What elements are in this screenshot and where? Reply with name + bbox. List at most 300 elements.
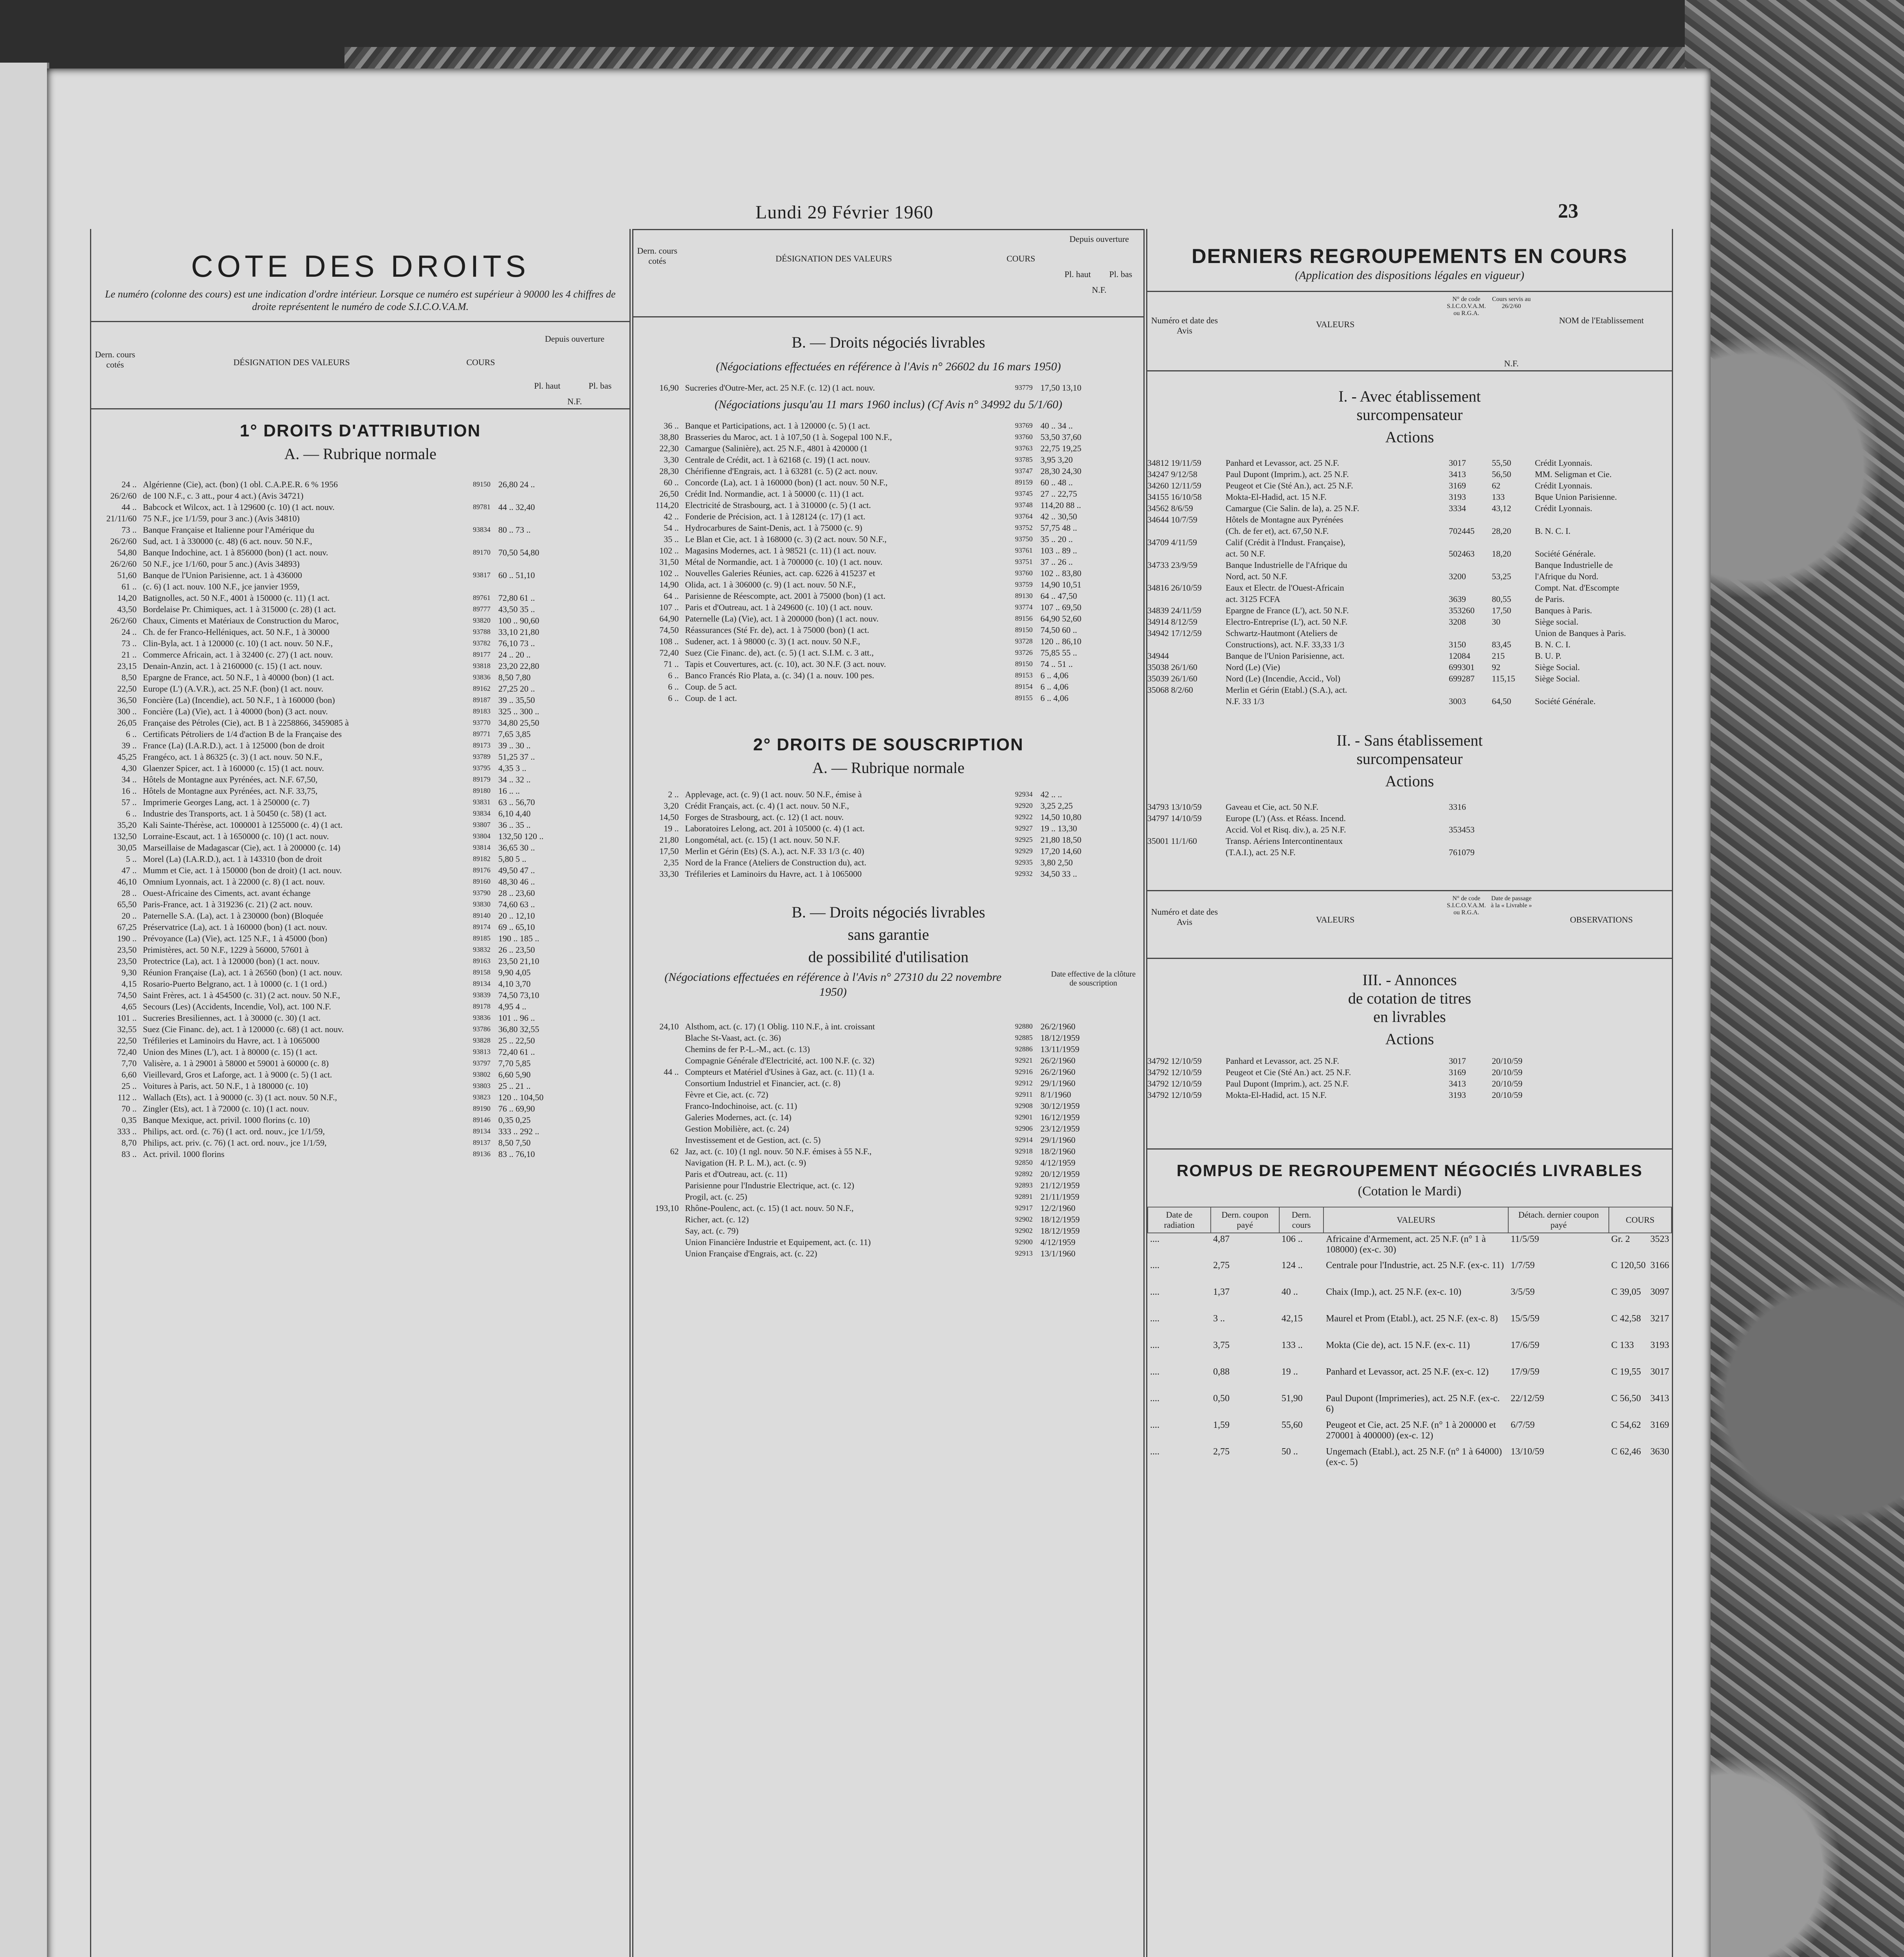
rompus-cell-f: C 19,55 bbox=[1611, 1367, 1641, 1377]
header-valeurs: VALEURS bbox=[1316, 319, 1355, 329]
table-row bbox=[633, 1168, 1143, 1180]
price-range: 25 .. 21 .. bbox=[498, 1081, 531, 1091]
security-name: Union des Mines (L'), act. 1 à 80000 (c. 15) (1 act. bbox=[143, 1047, 317, 1057]
cell-v: 20/10/59 bbox=[1492, 1090, 1523, 1100]
cell-c: 761079 bbox=[1449, 847, 1475, 857]
security-name: Zingler (Ets), act. 1 à 72000 (c. 10) (1 act. nouv. bbox=[143, 1104, 309, 1114]
code-number: 93769 bbox=[1015, 422, 1033, 429]
price-range: 107 .. 69,50 bbox=[1040, 602, 1082, 612]
price-range: 26,80 24 .. bbox=[498, 479, 535, 489]
rompus-cell-g: 3166 bbox=[1650, 1260, 1669, 1270]
cell-e: B. N. C. I. bbox=[1535, 640, 1571, 649]
rompus-cell-a: .... bbox=[1150, 1367, 1159, 1377]
price-range: 4,95 4 .. bbox=[498, 1002, 526, 1011]
price-range: 7,65 3,85 bbox=[498, 729, 531, 739]
last-price: 65,50 bbox=[117, 899, 137, 909]
rompus-subtitle: (Cotation le Mardi) bbox=[1358, 1184, 1462, 1198]
droits-attribution-list bbox=[91, 479, 629, 1160]
table-row bbox=[91, 1148, 629, 1160]
rompus-cell-e: 6/7/59 bbox=[1511, 1420, 1535, 1430]
security-name: Imprimerie Georges Lang, act. 1 à 250000 (c. 7) bbox=[143, 797, 310, 807]
rompus-cell-e: 17/6/59 bbox=[1511, 1340, 1540, 1350]
last-price: 35,20 bbox=[117, 820, 137, 830]
price-range: 27,25 20 .. bbox=[498, 684, 535, 694]
cell-v: 17,50 bbox=[1492, 605, 1511, 615]
last-price: 42 .. bbox=[664, 512, 679, 521]
cell-v: 56,50 bbox=[1492, 469, 1511, 479]
last-price: 19 .. bbox=[664, 824, 679, 833]
last-price: 0,35 bbox=[121, 1115, 137, 1125]
security-name: (c. 6) (1 act. nouv. 100 N.F., jce janvier 1959, bbox=[143, 582, 300, 591]
last-price: 72,40 bbox=[659, 648, 679, 658]
price-range: 25 .. 22,50 bbox=[498, 1036, 535, 1045]
price-range: 3,80 2,50 bbox=[1040, 858, 1073, 867]
cell-n: Epargne de France (L'), act. 50 N.F. bbox=[1226, 605, 1349, 615]
code-number: 92908 bbox=[1015, 1102, 1033, 1110]
code-number: 92885 bbox=[1015, 1034, 1033, 1042]
header-nf: N.F. bbox=[1504, 359, 1519, 368]
droits-attribution-heading: 1° DROITS D'ATTRIBUTION bbox=[240, 421, 481, 440]
security-name: Paternelle S.A. (La), act. 1 à 230000 (bon) (Bloquée bbox=[143, 911, 323, 921]
cell-n: Panhard et Levassor, act. 25 N.F. bbox=[1226, 458, 1340, 468]
last-price: 107 .. bbox=[659, 602, 679, 612]
security-name: Banco Francés Rio Plata, a. (c. 34) (1 a. nouv. 100 pes. bbox=[685, 670, 874, 680]
last-price: 26/2/60 bbox=[110, 491, 137, 501]
table-row bbox=[91, 910, 629, 921]
table-row bbox=[1147, 583, 1672, 594]
table-row bbox=[91, 1024, 629, 1035]
table-row bbox=[91, 479, 629, 490]
cell-v: 80,55 bbox=[1492, 594, 1511, 604]
rompus-cell-g: 3097 bbox=[1650, 1287, 1669, 1297]
table-row bbox=[633, 1248, 1143, 1259]
last-price: 14,20 bbox=[117, 593, 137, 603]
last-price: 47 .. bbox=[121, 865, 137, 875]
price-range: 36,65 30 .. bbox=[498, 843, 535, 852]
price-range: 16 .. .. bbox=[498, 786, 520, 796]
price-range: 26 .. 23,50 bbox=[498, 945, 535, 955]
code-number: 89777 bbox=[473, 605, 490, 613]
price-range: 26/2/1960 bbox=[1040, 1022, 1076, 1031]
security-name: Hôtels de Montagne aux Pyrénées, act. N.F. 67,50, bbox=[143, 775, 318, 784]
security-name: Denain-Anzin, act. 1 à 2160000 (c. 15) (1 act. nouv. bbox=[143, 661, 322, 671]
reference-note-2: (Négociations effectuées en référence à l'Avis n° 27310 du 22 novembre 1950) bbox=[664, 971, 1002, 998]
code-number: 92880 bbox=[1015, 1022, 1033, 1030]
table-row bbox=[633, 1032, 1143, 1043]
price-range: 18/12/1959 bbox=[1040, 1215, 1080, 1224]
security-name: Fonderie de Précision, act. 1 à 128124 (c. 17) (1 act. bbox=[685, 512, 865, 521]
table-row bbox=[91, 1126, 629, 1137]
price-range: 21/11/1959 bbox=[1040, 1192, 1080, 1202]
price-range: 3,25 2,25 bbox=[1040, 801, 1073, 811]
rompus-row bbox=[1148, 1419, 1671, 1446]
rompus-cell-n: Centrale pour l'Industrie, act. 25 N.F. (ex-c. 11) bbox=[1326, 1260, 1504, 1270]
table-row bbox=[91, 808, 629, 819]
cell-e: Crédit Lyonnais. bbox=[1535, 481, 1592, 490]
cell-c: 702445 bbox=[1449, 526, 1475, 536]
price-range: 17,20 14,60 bbox=[1040, 846, 1082, 856]
cell-e: l'Afrique du Nord. bbox=[1535, 571, 1599, 581]
price-range: 29/1/1960 bbox=[1040, 1078, 1076, 1088]
security-name: Blache St-Vaast, act. (c. 36) bbox=[685, 1033, 781, 1043]
last-price: 73 .. bbox=[121, 638, 137, 648]
table-row bbox=[91, 717, 629, 728]
security-name: Union Française d'Engrais, act. (c. 22) bbox=[685, 1249, 817, 1258]
table-row bbox=[91, 955, 629, 967]
price-range: 4/12/1959 bbox=[1040, 1237, 1076, 1247]
security-name: Protectrice (La), act. 1 à 120000 (bon) (1 act. nouv. bbox=[143, 956, 320, 966]
droits-souscription-list bbox=[633, 789, 1143, 879]
price-range: 23/12/1959 bbox=[1040, 1124, 1080, 1133]
code-number: 93836 bbox=[473, 673, 490, 681]
code-number: 92900 bbox=[1015, 1238, 1033, 1246]
table-row bbox=[91, 649, 629, 660]
price-range: 75,85 55 .. bbox=[1040, 648, 1077, 658]
sans-garantie-heading-3: de possibilité d'utilisation bbox=[808, 948, 969, 966]
last-price: 33,30 bbox=[659, 869, 679, 879]
last-price: 333 .. bbox=[117, 1126, 137, 1136]
security-name: Parisienne pour l'Industrie Electrique, act. (c. 12) bbox=[685, 1180, 855, 1190]
rompus-cell-c: 106 .. bbox=[1281, 1234, 1303, 1244]
negotiation-note: (Négociations jusqu'au 11 mars 1960 inclus) (Cf Avis n° 34992 du 5/1/60) bbox=[714, 398, 1062, 411]
last-price: 22,30 bbox=[659, 443, 679, 453]
rompus-cell-n: Paul Dupont (Imprimeries), act. 25 N.F. (ex-c. 6) bbox=[1326, 1393, 1500, 1414]
code-number: 92916 bbox=[1015, 1068, 1033, 1076]
table-row bbox=[633, 431, 1143, 443]
security-name: Camargue (Salinière), act. 25 N.F., 4801 à 420000 (1 bbox=[685, 443, 868, 453]
price-range: 39 .. 30 .. bbox=[498, 741, 531, 750]
table-row bbox=[91, 865, 629, 876]
price-range: 6 .. 4,06 bbox=[1040, 682, 1069, 692]
rompus-cell-b: 1,37 bbox=[1213, 1287, 1230, 1297]
table-row bbox=[91, 1035, 629, 1046]
cell-a: 34247 9/12/58 bbox=[1147, 469, 1197, 479]
regroupements-column bbox=[1146, 229, 1673, 1957]
code-number: 92911 bbox=[1015, 1090, 1033, 1098]
security-name: Nord de la France (Ateliers de Construction du), act. bbox=[685, 858, 867, 867]
cote-des-droits-intro: Le numéro (colonne des cours) est une indication d'ordre intérieur. Lorsque ce numéro est supérieur à 90000 les 4 chiffres de droite représentent le numéro de code S.I.C.O.V.A.M. bbox=[105, 288, 616, 312]
security-name: Sud, act. 1 à 330000 (c. 48) (6 act. nouv. 50 N.F., bbox=[143, 536, 312, 546]
code-number: 92934 bbox=[1015, 790, 1033, 798]
table-row bbox=[633, 1202, 1143, 1214]
cell-n: (Ch. de fer et), act. 67,50 N.F. bbox=[1226, 526, 1329, 536]
cell-n: Electro-Entreprise (L'), act. 50 N.F. bbox=[1226, 617, 1348, 627]
security-name: Le Blan et Cie, act. 1 à 168000 (c. 3) (2 act. nouv. 50 N.F., bbox=[685, 534, 887, 544]
cell-v: 18,20 bbox=[1492, 549, 1511, 559]
table-row bbox=[91, 842, 629, 853]
price-range: 19 .. 13,30 bbox=[1040, 824, 1077, 833]
regroupements-subtitle: (Application des dispositions légales en vigueur) bbox=[1295, 269, 1524, 282]
table-row bbox=[633, 1191, 1143, 1202]
rompus-cell-n: Maurel et Prom (Etabl.), act. 25 N.F. (ex-c. 8) bbox=[1326, 1314, 1498, 1324]
rompus-cell-n: Ungemach (Etabl.), act. 25 N.F. (n° 1 à 64000) (ex-c. 5) bbox=[1326, 1447, 1502, 1467]
last-price: 102 .. bbox=[659, 546, 679, 555]
price-range: 190 .. 185 .. bbox=[498, 933, 539, 943]
security-name: France (La) (I.A.R.D.), act. 1 à 125000 (bon de droit bbox=[143, 741, 325, 750]
security-name: Sucreries d'Outre-Mer, act. 25 N.F. (c. 12) (1 act. nouv. bbox=[685, 383, 875, 393]
last-price: 36 .. bbox=[664, 421, 679, 431]
last-price: 102 .. bbox=[659, 568, 679, 578]
cell-v: 55,50 bbox=[1492, 458, 1511, 468]
table-row bbox=[91, 547, 629, 558]
last-price: 20 .. bbox=[121, 911, 137, 921]
security-name: Hôtels de Montagne aux Pyrénées, act. N.F. 33,75, bbox=[143, 786, 318, 796]
last-price: 7,70 bbox=[121, 1058, 137, 1068]
code-number: 93802 bbox=[473, 1070, 490, 1078]
cell-c: 3193 bbox=[1449, 1090, 1466, 1100]
code-number: 93789 bbox=[473, 753, 490, 760]
table-row bbox=[633, 1180, 1143, 1191]
date-cloture-header: Date effective de la clôture de souscription bbox=[1051, 970, 1136, 988]
price-range: 120 .. 86,10 bbox=[1040, 636, 1082, 646]
table-row bbox=[1147, 526, 1672, 537]
code-number: 93760 bbox=[1015, 433, 1033, 441]
price-range: 18/12/1959 bbox=[1040, 1033, 1080, 1043]
rompus-cell-g: 3193 bbox=[1650, 1340, 1669, 1350]
table-row bbox=[91, 592, 629, 604]
newspaper-page bbox=[47, 68, 1711, 1957]
last-price: 24 .. bbox=[121, 627, 137, 637]
cell-n: Banque de l'Union Parisienne, act. bbox=[1226, 651, 1345, 661]
rompus-cell-f: C 133 bbox=[1611, 1340, 1634, 1350]
security-name: Babcock et Wilcox, act. 1 à 129600 (c. 10) (1 act. nouv. bbox=[143, 502, 335, 512]
price-range: 37 .. 26 .. bbox=[1040, 557, 1073, 567]
cell-n: Gaveau et Cie, act. 50 N.F. bbox=[1226, 802, 1319, 812]
table-row bbox=[91, 899, 629, 910]
last-price: 44 .. bbox=[664, 1067, 679, 1077]
table-row bbox=[633, 670, 1143, 681]
last-price: 24,10 bbox=[659, 1022, 679, 1031]
rompus-cell-b: 2,75 bbox=[1213, 1447, 1230, 1457]
droits-negocies-column bbox=[632, 229, 1145, 1957]
table-row bbox=[1147, 628, 1672, 640]
price-range: 60 .. 51,10 bbox=[498, 570, 535, 580]
cell-n: Schwartz-Hautmont (Ateliers de bbox=[1226, 628, 1338, 638]
cell-n: act. 50 N.F. bbox=[1226, 549, 1266, 559]
table-row bbox=[91, 921, 629, 933]
rompus-cell-b: 3,75 bbox=[1213, 1340, 1230, 1350]
table-row bbox=[1147, 515, 1672, 526]
cell-a: 34155 16/10/58 bbox=[1147, 492, 1202, 502]
sans-garantie-list bbox=[633, 1021, 1143, 1259]
cell-e: Union de Banques à Paris. bbox=[1535, 628, 1626, 638]
table-row bbox=[633, 556, 1143, 568]
price-range: 39 .. 35,50 bbox=[498, 695, 535, 705]
price-range: 49,50 47 .. bbox=[498, 865, 535, 875]
table-row bbox=[1147, 549, 1672, 560]
security-name: Marseillaise de Madagascar (Cie), act. 1 à 200000 (c. 14) bbox=[143, 843, 341, 852]
security-name: Gestion Mobilière, act. (c. 24) bbox=[685, 1124, 789, 1133]
code-number: 89173 bbox=[473, 741, 490, 749]
price-range: 333 .. 292 .. bbox=[498, 1126, 539, 1136]
cell-e: Siège social. bbox=[1535, 617, 1579, 627]
rompus-header-coupon: Dern. coupon payé bbox=[1211, 1207, 1279, 1233]
header-pl-bas: Pl. bas bbox=[1109, 269, 1132, 279]
security-name: Sudener, act. 1 à 98000 (c. 3) (1 act. nouv. 50 N.F., bbox=[685, 636, 860, 646]
security-name: Progil, act. (c. 25) bbox=[685, 1192, 747, 1202]
cell-e: B. U. P. bbox=[1535, 651, 1561, 661]
header-pl-haut: Pl. haut bbox=[534, 381, 561, 391]
price-range: 20/12/1959 bbox=[1040, 1169, 1080, 1179]
table-row bbox=[91, 638, 629, 649]
rompus-cell-e: 13/10/59 bbox=[1511, 1447, 1544, 1457]
table-row bbox=[633, 590, 1143, 602]
last-price: 46,10 bbox=[117, 877, 137, 887]
security-name: Bordelaise Pr. Chimiques, act. 1 à 315000 (c. 28) (1 act. bbox=[143, 604, 336, 614]
code-number: 92917 bbox=[1015, 1204, 1033, 1212]
rompus-cell-a: .... bbox=[1150, 1393, 1159, 1404]
cell-a: 34793 13/10/59 bbox=[1147, 802, 1202, 812]
cell-a: 34944 bbox=[1147, 651, 1169, 661]
code-number: 93818 bbox=[473, 662, 490, 670]
last-price: 300 .. bbox=[117, 706, 137, 716]
header-code-2: N° de code S.I.C.O.V.A.M. ou R.G.A. bbox=[1447, 895, 1486, 916]
table-row bbox=[1147, 503, 1672, 515]
rompus-table bbox=[1147, 1207, 1672, 1472]
cell-n: Nord (Le) (Incendie, Accid., Vol) bbox=[1226, 674, 1341, 683]
rompus-row bbox=[1148, 1286, 1671, 1313]
table-row bbox=[633, 624, 1143, 636]
rompus-cell-b: 0,50 bbox=[1213, 1393, 1230, 1404]
price-range: 23,50 21,10 bbox=[498, 956, 539, 966]
actions-heading-3: Actions bbox=[1385, 1030, 1434, 1048]
table-row bbox=[633, 789, 1143, 800]
last-price: 4,65 bbox=[121, 1002, 137, 1011]
table-row bbox=[91, 989, 629, 1001]
cell-a: 35039 26/1/60 bbox=[1147, 674, 1197, 683]
code-number: 89150 bbox=[1015, 626, 1033, 634]
cell-c: 3017 bbox=[1449, 1056, 1466, 1066]
last-price: 73 .. bbox=[121, 525, 137, 535]
table-row bbox=[91, 706, 629, 717]
security-name: Industrie des Transports, act. 1 à 50450 (c. 58) (1 act. bbox=[143, 809, 327, 818]
cell-n: Paul Dupont (Imprim.), act. 25 N.F. bbox=[1226, 1079, 1349, 1088]
table-row bbox=[91, 501, 629, 513]
code-number: 93761 bbox=[1015, 546, 1033, 554]
last-price: 38,80 bbox=[659, 432, 679, 442]
rompus-cell-c: 40 .. bbox=[1281, 1287, 1298, 1297]
price-range: 53,50 37,60 bbox=[1040, 432, 1082, 442]
table-row bbox=[633, 465, 1143, 477]
rompus-cell-f: C 62,46 bbox=[1611, 1447, 1641, 1457]
cell-a: 35001 11/1/60 bbox=[1147, 836, 1197, 846]
last-price: 9,30 bbox=[121, 968, 137, 977]
table-row bbox=[633, 545, 1143, 556]
code-number: 93830 bbox=[473, 900, 490, 908]
last-price: 35 .. bbox=[664, 534, 679, 544]
last-price: 30,05 bbox=[117, 843, 137, 852]
security-name: Jaz, act. (c. 10) (1 ngl. nouv. 50 N.F. émises à 55 N.F., bbox=[685, 1146, 872, 1156]
table-row bbox=[1147, 1056, 1672, 1067]
price-range: 28 .. 23,60 bbox=[498, 888, 535, 898]
code-number: 89174 bbox=[473, 923, 490, 931]
price-range: 48,30 46 .. bbox=[498, 877, 535, 887]
last-price: 14,50 bbox=[659, 812, 679, 822]
cell-e: Bque Union Parisienne. bbox=[1535, 492, 1617, 502]
table-row bbox=[633, 692, 1143, 704]
header-designation: DÉSIGNATION DES VALEURS bbox=[775, 254, 892, 263]
code-number: 93748 bbox=[1015, 501, 1033, 509]
code-number: 92927 bbox=[1015, 824, 1033, 832]
table-row bbox=[633, 811, 1143, 823]
last-price: 2,35 bbox=[664, 858, 679, 867]
security-name: Compagnie Générale d'Electricité, act. 100 N.F. (c. 32) bbox=[685, 1056, 874, 1065]
cell-e: Compt. Nat. d'Escompte bbox=[1535, 583, 1619, 593]
price-range: 16/12/1959 bbox=[1040, 1112, 1080, 1122]
security-name: Banque Indochine, act. 1 à 856000 (bon) (1 act. nouv. bbox=[143, 548, 328, 557]
security-name: Sucreries Bresiliennes, act. 1 à 30000 (c. 30) (1 act. bbox=[143, 1013, 321, 1023]
security-name: Paris et d'Outreau, act. 1 à 249600 (c. 10) (1 act. nouv. bbox=[685, 602, 873, 612]
security-name: Paris-France, act. 1 à 319236 (c. 21) (2 act. nouv. bbox=[143, 899, 313, 909]
cell-e: Crédit Lyonnais. bbox=[1535, 458, 1592, 468]
last-price: 22,50 bbox=[117, 1036, 137, 1045]
code-number: 93836 bbox=[473, 1014, 490, 1022]
table-row bbox=[1147, 1079, 1672, 1090]
table-row bbox=[91, 683, 629, 694]
security-name: Crédit Ind. Normandie, act. 1 à 50000 (c. 11) (1 act. bbox=[685, 489, 864, 499]
last-price: 25 .. bbox=[121, 1081, 137, 1091]
table-row bbox=[91, 785, 629, 796]
price-range: 102 .. 83,80 bbox=[1040, 568, 1082, 578]
table-row bbox=[91, 490, 629, 501]
rompus-cell-a: .... bbox=[1150, 1314, 1159, 1324]
price-range: 18/12/1959 bbox=[1040, 1226, 1080, 1236]
cell-c: 3017 bbox=[1449, 458, 1466, 468]
rompus-row bbox=[1148, 1366, 1671, 1393]
price-range: 22,75 19,25 bbox=[1040, 443, 1082, 453]
code-number: 92914 bbox=[1015, 1136, 1033, 1144]
cell-c: 353260 bbox=[1449, 605, 1475, 615]
rompus-cell-e: 22/12/59 bbox=[1511, 1393, 1544, 1404]
security-name: Lorraine-Escaut, act. 1 à 1650000 (c. 10) (1 act. nouv. bbox=[143, 831, 329, 841]
rompus-cell-f: C 56,50 bbox=[1611, 1393, 1641, 1404]
last-price: 44 .. bbox=[121, 502, 137, 512]
cell-n: Nord, act. 50 N.F. bbox=[1226, 571, 1287, 581]
code-number: 93797 bbox=[473, 1059, 490, 1067]
table-row bbox=[633, 613, 1143, 624]
security-name: Navigation (H. P. L. M.), act. (c. 9) bbox=[685, 1158, 806, 1168]
code-number: 89155 bbox=[1015, 694, 1033, 702]
price-range: 60 .. 48 .. bbox=[1040, 478, 1073, 487]
code-number: 93813 bbox=[473, 1048, 490, 1056]
header-numero-avis: Numéro et date des Avis bbox=[1151, 315, 1218, 335]
security-name: Chaux, Ciments et Matériaux de Construction du Maroc, bbox=[143, 616, 339, 625]
sans-garantie-heading-1: B. — Droits négociés livrables bbox=[792, 903, 985, 921]
price-range: 4/12/1959 bbox=[1040, 1158, 1076, 1168]
table-row bbox=[633, 1066, 1143, 1078]
price-range: 4,10 3,70 bbox=[498, 979, 531, 989]
security-name: Préservatrice (La), act. 1 à 160000 (bon) (1 act. nouv. bbox=[143, 922, 327, 932]
droits-negocies-list bbox=[633, 382, 1143, 393]
cell-e: Siège Social. bbox=[1535, 662, 1580, 672]
price-range: 26/2/1960 bbox=[1040, 1056, 1076, 1065]
header-numero-avis-2: Numéro et date des Avis bbox=[1151, 907, 1218, 927]
cell-a: 34792 12/10/59 bbox=[1147, 1090, 1202, 1100]
price-range: 13/11/1959 bbox=[1040, 1044, 1080, 1054]
last-price: 60 .. bbox=[664, 478, 679, 487]
security-name: Certificats Pétroliers de 1/4 d'action B de la Française des bbox=[143, 729, 342, 739]
security-name: Galeries Modernes, act. (c. 14) bbox=[685, 1112, 792, 1122]
security-name: Longométal, act. (c. 15) (1 act. nouv. 50 N.F. bbox=[685, 835, 840, 845]
security-name: Mumm et Cie, act. 1 à 150000 (bon de droit) (1 act. nouv. bbox=[143, 865, 342, 875]
security-name: Laboratoires Lelong, act. 201 à 105000 (c. 4) (1 act. bbox=[685, 824, 865, 833]
security-name: Banque de l'Union Parisienne, act. 1 à 436000 bbox=[143, 570, 302, 580]
code-number: 93795 bbox=[473, 764, 490, 772]
code-number: 92920 bbox=[1015, 802, 1033, 809]
security-name: Valisère, a. 1 à 29001 à 58000 et 59001 à 60000 (c. 8) bbox=[143, 1058, 329, 1068]
rompus-cell-g: 3017 bbox=[1650, 1367, 1669, 1377]
header-date-passage: Date de passage à la « Livrable » bbox=[1491, 895, 1532, 909]
